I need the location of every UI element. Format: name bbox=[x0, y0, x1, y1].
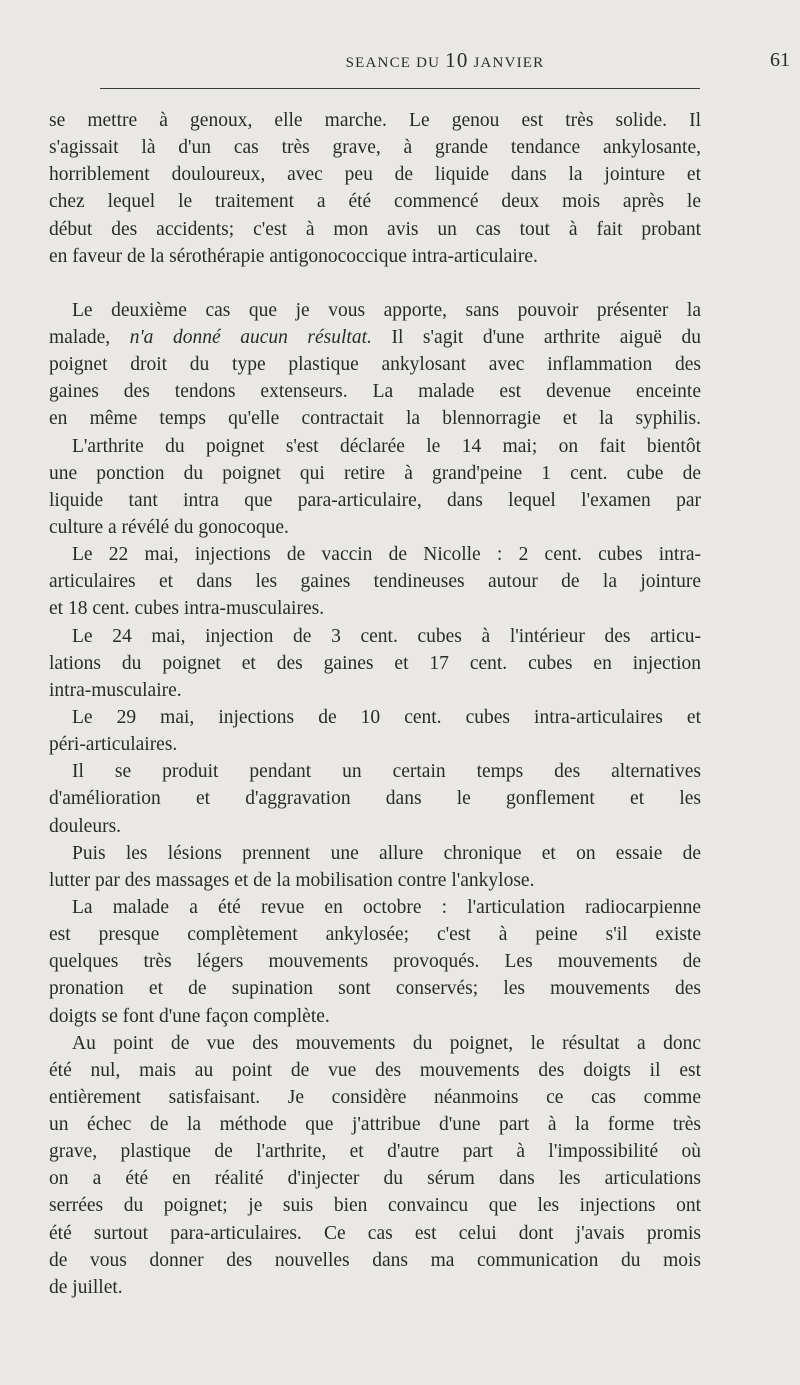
text-line: serrées du poignet; je suis bien convaincu que les injections ont bbox=[49, 1195, 701, 1217]
text-run: malade, bbox=[49, 326, 130, 348]
text-line: Puis les lésions prennent une allure chronique et on essaie de bbox=[72, 842, 701, 864]
text-line: et 18 cent. cubes intra-musculaires. bbox=[49, 598, 325, 620]
text-line: été nul, mais au point de vue des mouvements des doigts il est bbox=[49, 1059, 701, 1081]
text-line: Il se produit pendant un certain temps des alternatives bbox=[72, 761, 701, 783]
text-line: Le deuxième cas que je vous apporte, sans pouvoir présenter la bbox=[72, 299, 701, 321]
text-line: liquide tant intra que para-articulaire, dans lequel l'examen par bbox=[49, 489, 701, 511]
text-line: doigts se font d'une façon complète. bbox=[49, 1005, 330, 1027]
text-line: un échec de la méthode que j'attribue d'une part à la forme très bbox=[49, 1114, 701, 1136]
text-line: douleurs. bbox=[49, 815, 122, 837]
text-line: poignet droit du type plastique ankylosant avec inflammation des bbox=[49, 354, 701, 376]
text-line: intra-musculaire. bbox=[49, 679, 182, 701]
text-line: La malade a été revue en octobre : l'articulation radiocarpienne bbox=[72, 896, 701, 918]
text-line: été surtout para-articulaires. Ce cas est celui dont j'avais promis bbox=[49, 1222, 701, 1244]
text-line: une ponction du poignet qui retire à grand'peine 1 cent. cube de bbox=[49, 462, 701, 484]
text-line: pronation et de supination sont conservés; les mouvements des bbox=[49, 978, 701, 1000]
text-line: horriblement douloureux, avec peu de liquide dans la jointure et bbox=[49, 164, 701, 186]
text-line: chez lequel le traitement a été commencé deux mois après le bbox=[49, 191, 701, 213]
text-line: de juillet. bbox=[49, 1276, 123, 1298]
running-title-number: 10 bbox=[445, 48, 469, 72]
running-head bbox=[100, 46, 790, 74]
paragraph-gap bbox=[49, 270, 701, 297]
header-rule bbox=[100, 88, 700, 89]
text-line: lations du poignet et des gaines et 17 cent. cubes en injection bbox=[49, 652, 701, 674]
text-line: lutter par des massages et de la mobilisation contre l'ankylose. bbox=[49, 869, 535, 891]
text-line: culture a révélé du gonocoque. bbox=[49, 516, 289, 538]
text-line: gaines des tendons extenseurs. La malade est devenue enceinte bbox=[49, 381, 701, 403]
text-line: Le 22 mai, injections de vaccin de Nicolle : 2 cent. cubes intra- bbox=[72, 544, 701, 566]
italic-emphasis: n'a donné aucun résultat. bbox=[129, 326, 372, 348]
running-title-post: JANVIER bbox=[468, 55, 545, 71]
text-line: de vous donner des nouvelles dans ma communication du mois bbox=[49, 1249, 701, 1271]
text-line: L'arthrite du poignet s'est déclarée le 14 mai; on fait bientôt bbox=[72, 435, 701, 457]
text-line: se mettre à genoux, elle marche. Le genou est très solide. Il bbox=[49, 110, 701, 131]
text-line: Le 24 mai, injection de 3 cent. cubes à l'intérieur des articu- bbox=[72, 625, 701, 647]
body-text bbox=[49, 107, 701, 1301]
text-line: en même temps qu'elle contractait la blennorragie et la syphilis. bbox=[49, 408, 701, 430]
text-line: est presque complètement ankylosée; c'est à peine s'il existe bbox=[49, 924, 701, 946]
running-title-pre: SEANCE DU bbox=[345, 55, 446, 71]
text-line: grave, plastique de l'arthrite, et d'autre part à l'impossibilité où bbox=[49, 1141, 701, 1163]
text-run: Il s'agit d'une arthrite aiguë du bbox=[371, 326, 701, 348]
text-line: s'agissait là d'un cas très grave, à grande tendance ankylosante, bbox=[49, 137, 701, 159]
text-line: quelques très légers mouvements provoqués. Les mouvements de bbox=[49, 951, 701, 973]
text-line: Au point de vue des mouvements du poignet, le résultat a donc bbox=[72, 1032, 701, 1054]
text-line: en faveur de la sérothérapie antigonococcique intra-articulaire. bbox=[49, 245, 538, 267]
text-line: d'amélioration et d'aggravation dans le gonflement et les bbox=[49, 788, 701, 810]
text-line bbox=[49, 324, 701, 351]
text-line: entièrement satisfaisant. Je considère néanmoins ce cas comme bbox=[49, 1086, 701, 1108]
text-line: début des accidents; c'est à mon avis un cas tout à fait probant bbox=[49, 218, 701, 240]
page-number: 61 bbox=[770, 49, 790, 71]
text-line: péri-articulaires. bbox=[49, 734, 178, 756]
text-line: articulaires et dans les gaines tendineuses autour de la jointure bbox=[49, 571, 701, 593]
running-title bbox=[100, 46, 790, 77]
text-line: on a été en réalité d'injecter du sérum dans les articulations bbox=[49, 1168, 701, 1190]
text-line: Le 29 mai, injections de 10 cent. cubes intra-articulaires et bbox=[72, 706, 701, 728]
